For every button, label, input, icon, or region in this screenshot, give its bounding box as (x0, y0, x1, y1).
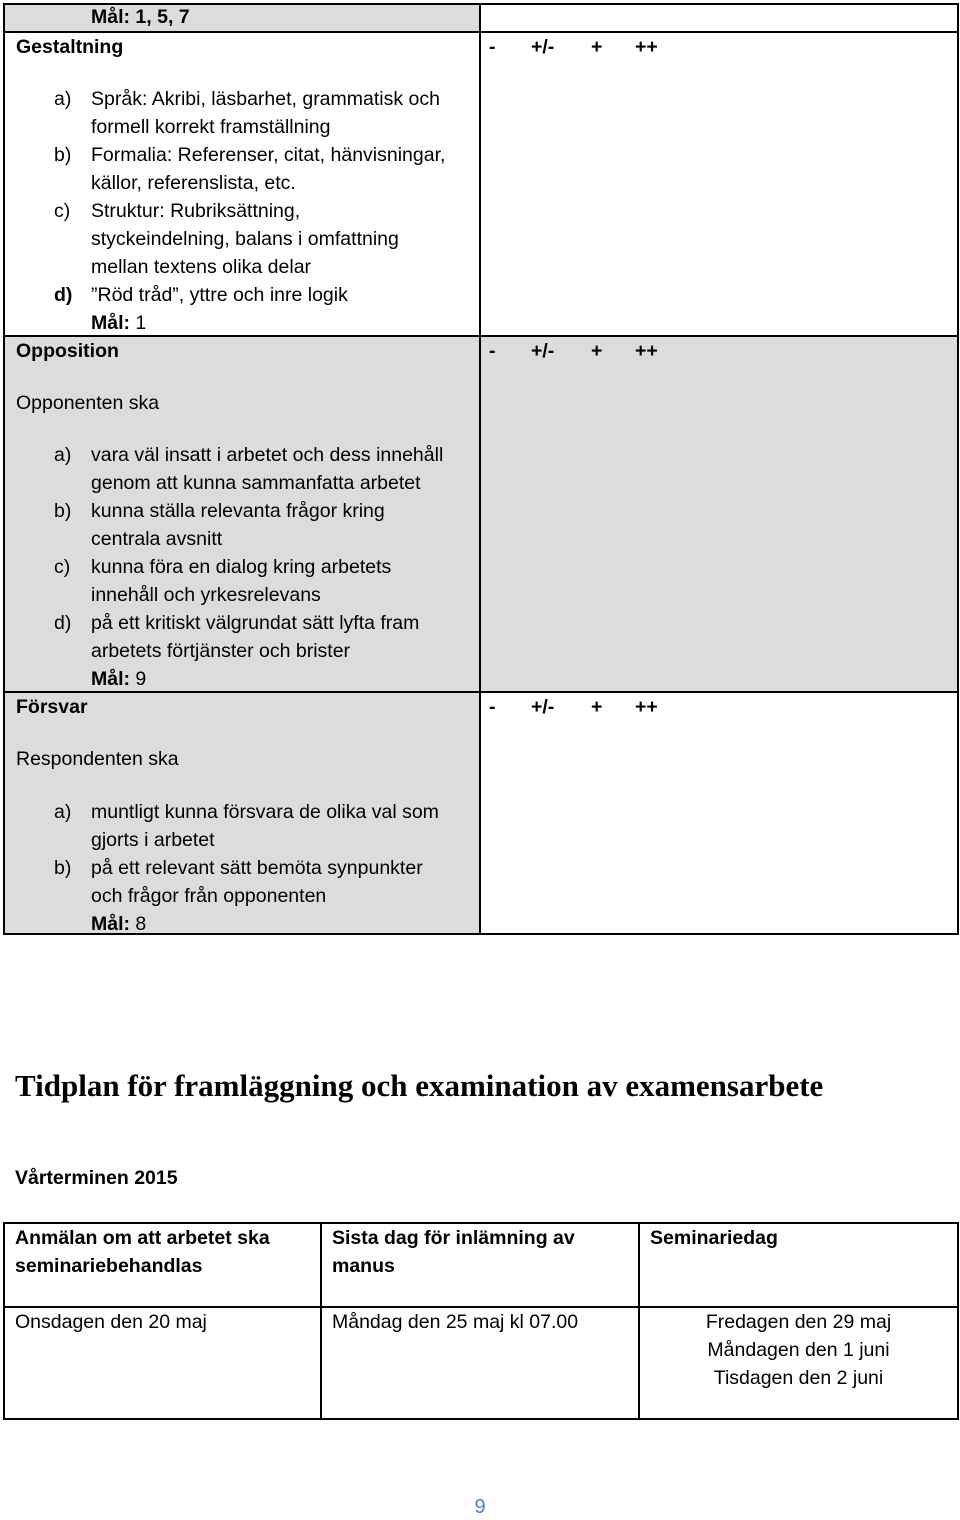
schedule-deadline-date: Måndag den 25 maj kl 07.00 (321, 1307, 639, 1419)
forsvar-title: Försvar (16, 696, 88, 718)
schedule-header-deadline: Sista dag för inlämning av manus (321, 1223, 639, 1307)
schedule-seminar-dates: Fredagen den 29 maj Måndagen den 1 juni Tisdagen den 2 juni (639, 1307, 958, 1419)
page-number: 9 (474, 1496, 486, 1518)
gestaltning-goal: Mål: 1 (91, 312, 147, 334)
opposition-row: Opposition Opponenten ska a) vara väl insatt i arbetet och dess innehåll genom att kunna sammanfatta arbetet b) kunna ställa relevanta frågor kring centrala avsnitt c) kunna föra en dialog kring arbetets innehåll och yrkesrelevans d) på ett kritiskt välgrundat sätt lyfta fram arbetets förtjänster och brister Mål: 9 - +/- + ++ (4, 336, 958, 692)
schedule-table (3, 1222, 959, 1420)
schedule-header-seminar: Seminariedag (639, 1223, 958, 1307)
forsvar-row: Försvar Respondenten ska a) muntligt kunna försvara de olika val som gjorts i arbetet b) på ett relevant sätt bemöta synpunkter och frågor från opponenten Mål: 8 - +/- + ++ (4, 692, 958, 934)
gestaltning-row: Gestaltning a) Språk: Akribi, läsbarhet, grammatisk och formell korrekt framställning b) Formalia: Referenser, citat, hänvisningar, källor, referenslista, etc. c) Struktur: Rubriksättning, styckeindelning, balans i omfattning mellan textens olika delar d) ”Röd tråd”, yttre och inre logik Mål: 1 - +/- + ++ (4, 32, 958, 336)
schedule-header-row (4, 1223, 958, 1307)
schedule-heading: Tidplan för framläggning och examination av examensarbete (15, 1068, 824, 1103)
top-goal: Mål: 1, 5, 7 (91, 6, 190, 28)
opposition-title: Opposition (16, 340, 119, 362)
forsvar-intro: Respondenten ska (16, 748, 179, 770)
assessment-rubric (3, 3, 957, 935)
rubric-top-row (4, 4, 958, 32)
schedule-header-registration: Anmälan om att arbetet ska seminariebehandlas (4, 1223, 321, 1307)
schedule-registration-date: Onsdagen den 20 maj (4, 1307, 321, 1419)
forsvar-goal: Mål: 8 (91, 913, 147, 935)
gestaltning-title: Gestaltning (16, 36, 124, 58)
term-label: Vårterminen 2015 (15, 1167, 178, 1189)
opposition-goal: Mål: 9 (91, 668, 147, 690)
schedule-data-row (4, 1307, 958, 1419)
opposition-intro: Opponenten ska (16, 392, 160, 414)
